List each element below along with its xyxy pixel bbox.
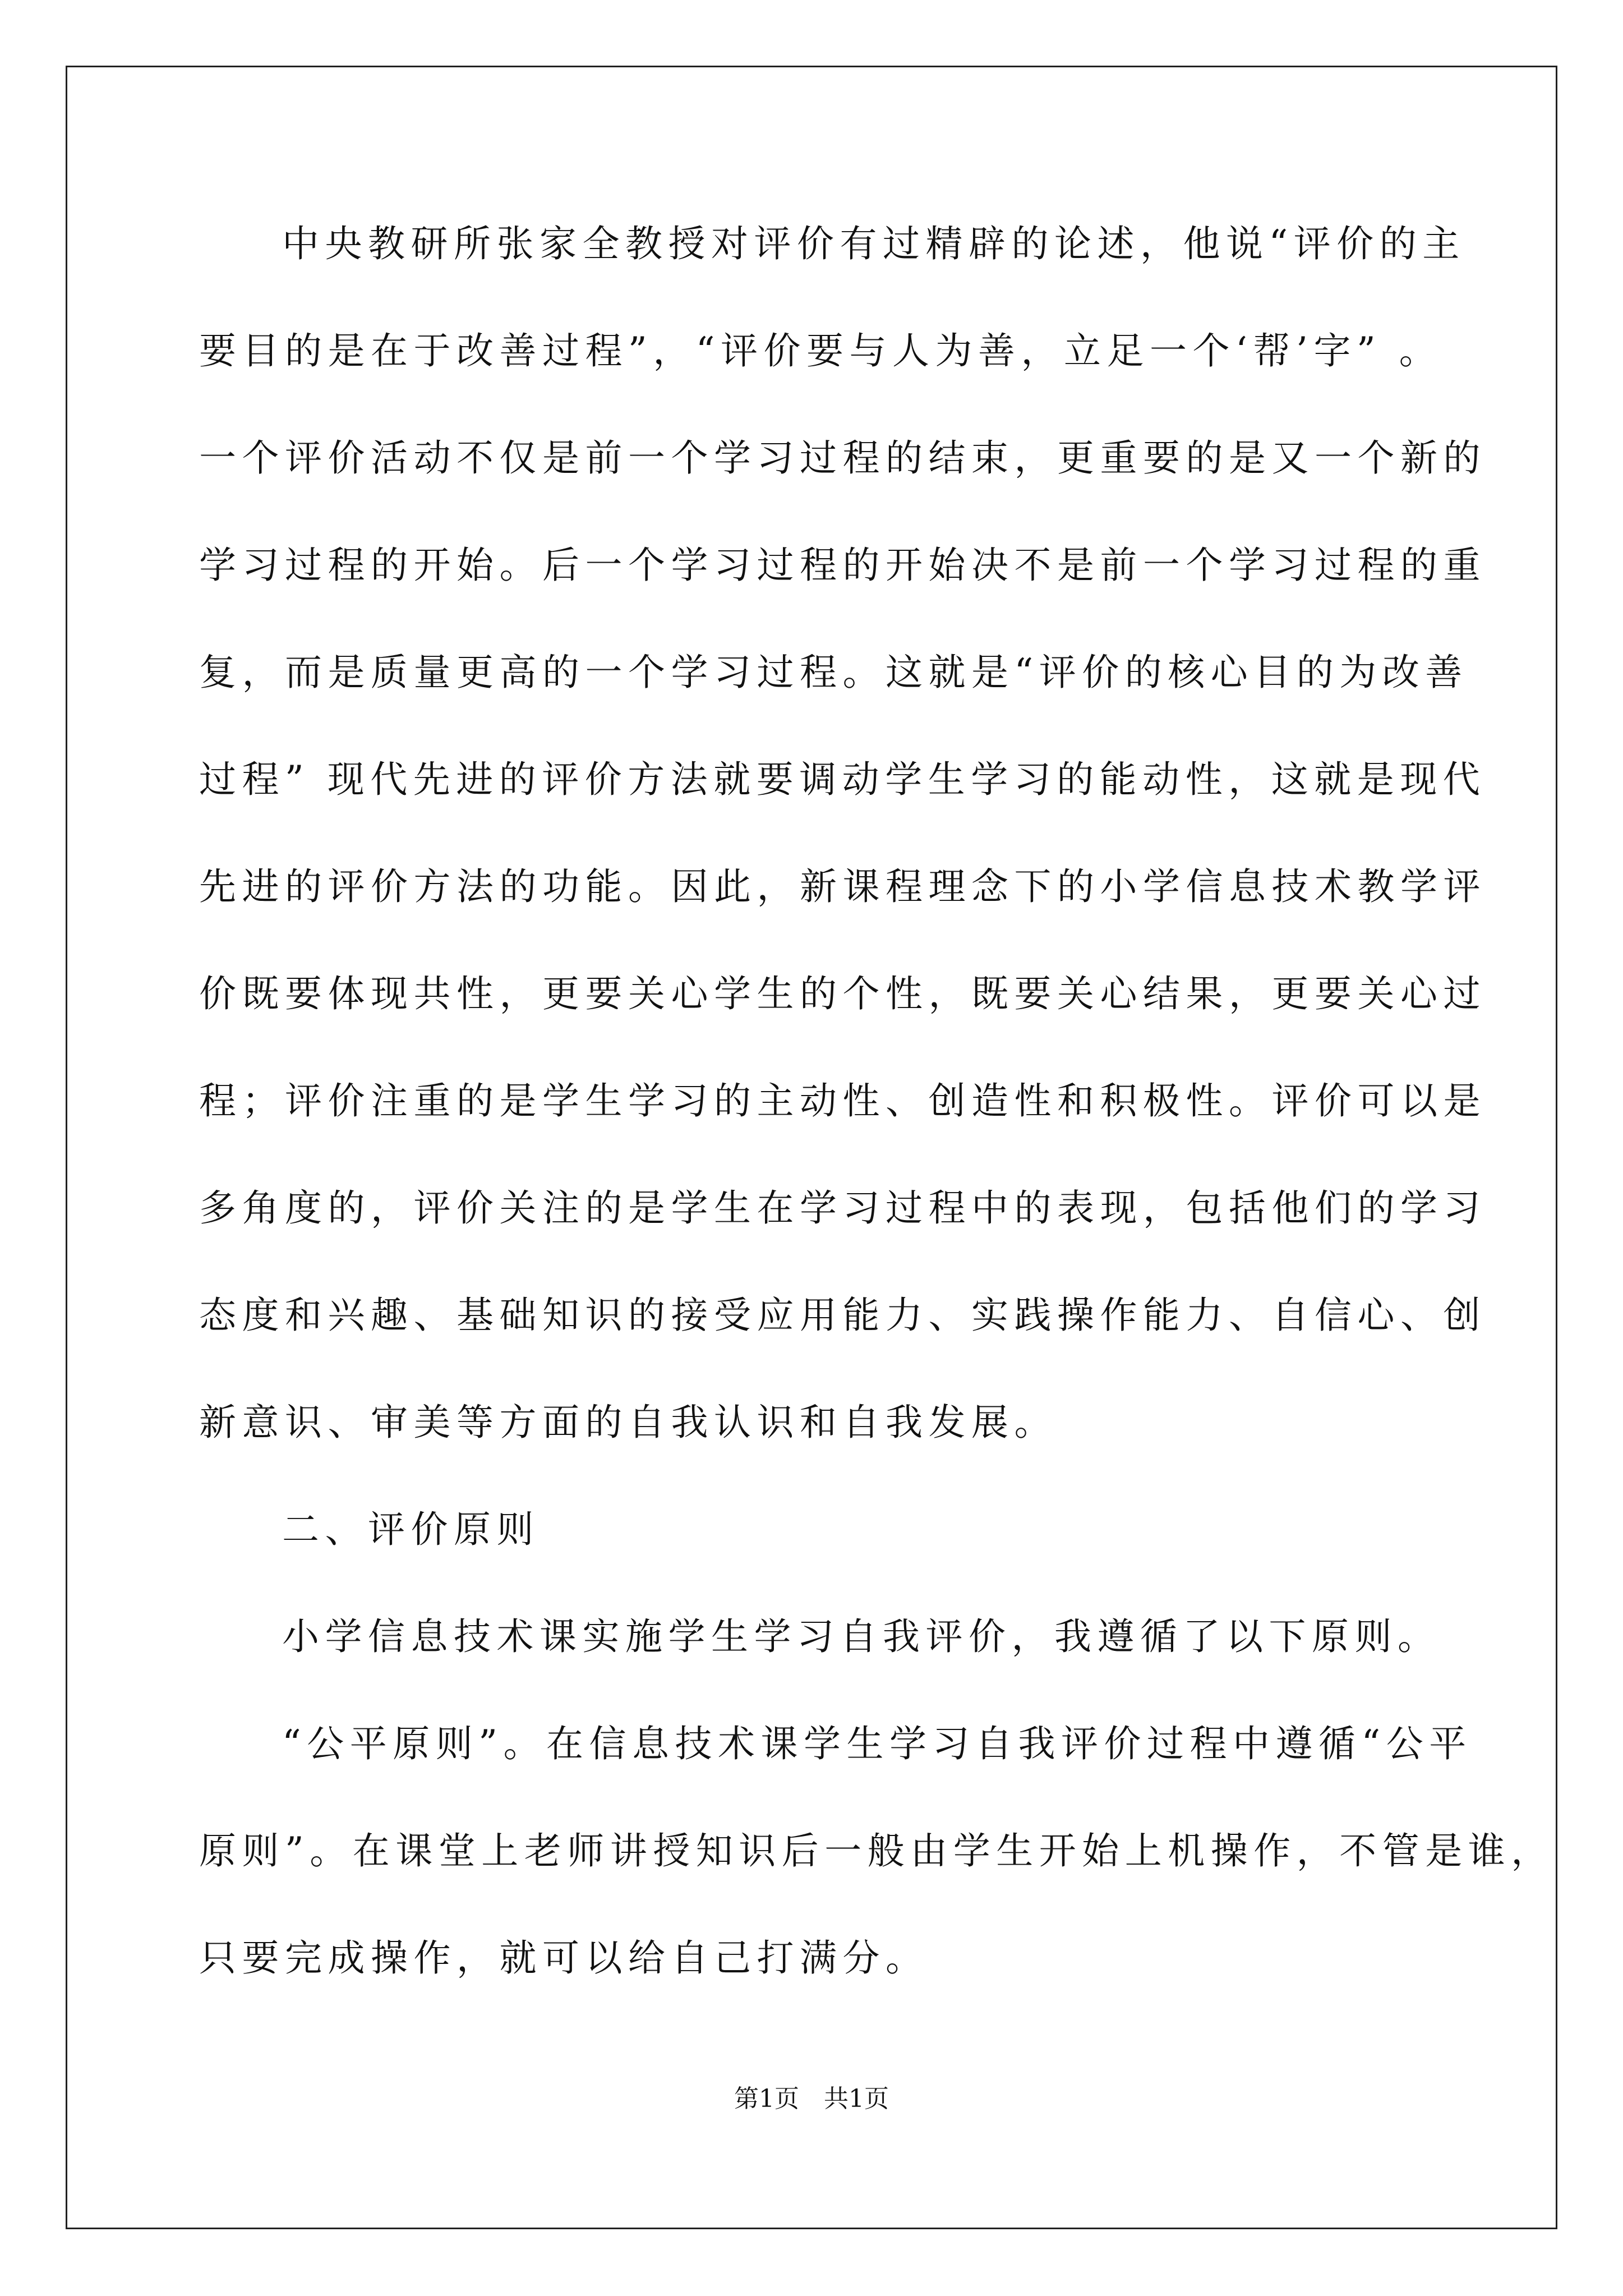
section-heading: 二、评价原则 [282,1508,540,1551]
paragraph-line-1: 中央教研所张家全教授对评价有过精辟的论述，他说“评价的主 [282,222,1465,265]
paragraph-line-11: 态度和兴趣、基础知识的接受应用能力、实践操作能力、自信心、创 [199,1294,1486,1337]
paragraph-line-8: 价既要体现共性，更要关心学生的个性，既要关心结果，更要关心过 [199,972,1486,1015]
paragraph-line-14: 小学信息技术课实施学生学习自我评价，我遵循了以下原则。 [282,1615,1441,1658]
paragraph-line-4: 学习过程的开始。后一个学习过程的开始决不是前一个学习过程的重 [199,544,1486,587]
paragraph-line-3: 一个评价活动不仅是前一个学习过程的结束，更重要的是又一个新的 [199,436,1486,480]
paragraph-line-5: 复，而是质量更高的一个学习过程。这就是“评价的核心目的为改善 [199,651,1468,694]
paragraph-line-2: 要目的是在于改善过程”，“评价要与人为善，立足一个‘帮’字” 。 [199,329,1442,372]
paragraph-line-9: 程；评价注重的是学生学习的主动性、创造性和积极性。评价可以是 [199,1079,1486,1122]
paragraph-line-10: 多角度的，评价关注的是学生在学习过程中的表现，包括他们的学习 [199,1186,1486,1230]
paragraph-line-15: “公平原则”。在信息技术课学生学习自我评价过程中遵循“公平 [282,1722,1472,1765]
page-footer: 第1页 共1页 [734,2085,889,2113]
paragraph-line-16: 原则”。在课堂上老师讲授知识后一般由学生开始上机操作，不管是谁， [199,1829,1554,1872]
paragraph-line-17: 只要完成操作，就可以给自己打满分。 [199,1936,929,1980]
page-border [66,66,1557,2229]
paragraph-line-6: 过程” 现代先进的评价方法就要调动学生学习的能动性，这就是现代 [199,758,1486,801]
paragraph-line-12: 新意识、审美等方面的自我认识和自我发展。 [199,1401,1057,1444]
paragraph-line-7: 先进的评价方法的功能。因此，新课程理念下的小学信息技术教学评 [199,865,1486,908]
